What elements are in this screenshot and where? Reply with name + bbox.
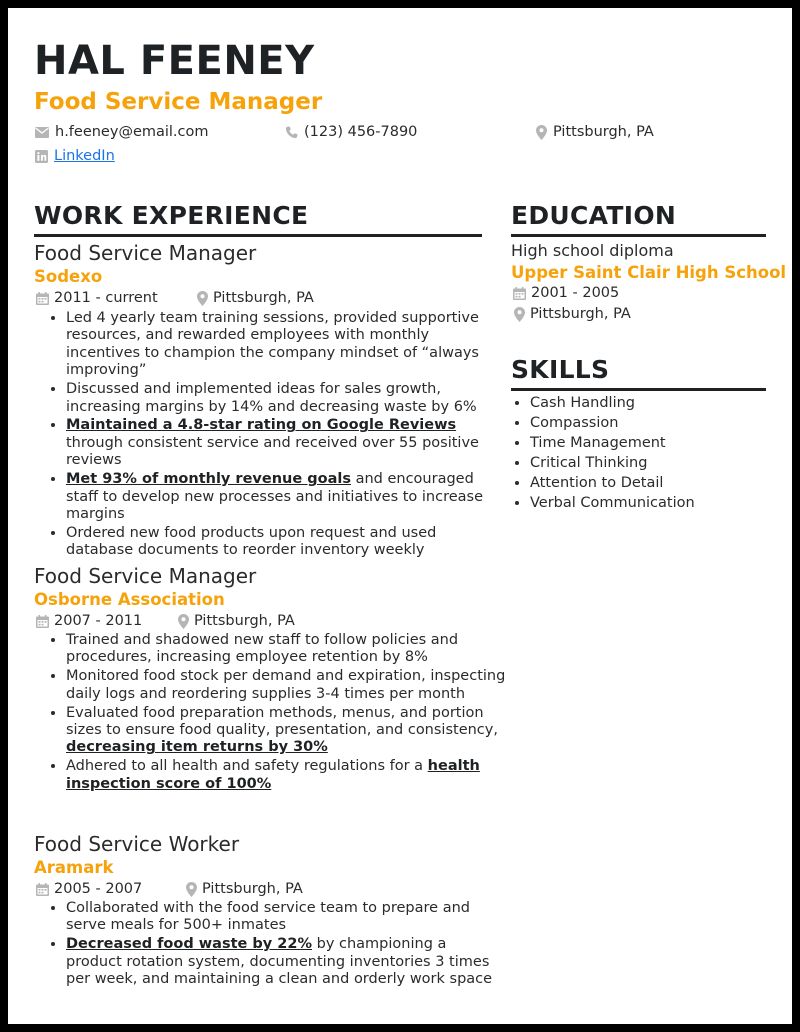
job-title: Food Service Manager <box>34 564 257 588</box>
job-location <box>186 881 303 897</box>
phone-icon <box>285 126 298 139</box>
education-heading-rule <box>511 234 766 237</box>
skill-item: • Critical Thinking <box>530 453 695 473</box>
contact-phone <box>285 124 417 140</box>
company-name: Osborne Association <box>34 590 225 609</box>
contact-linkedin <box>35 148 115 164</box>
dates-text: 2007 - 2011 <box>54 613 143 629</box>
job-bullets <box>48 900 506 990</box>
location-text: Pittsburgh, PA <box>530 306 631 322</box>
linkedin-icon <box>35 150 48 163</box>
bullet-item: • Discussed and implemented ideas for sales growth, increasing margins by 14% and decreasing waste by 6% <box>66 381 506 416</box>
bullet-item: • Ordered new food products upon request and used database documents to reorder inventory weekly <box>66 525 506 560</box>
job-title: Food Service Manager <box>34 241 257 265</box>
location-text: Pittsburgh, PA <box>213 290 314 306</box>
envelope-icon <box>35 127 49 138</box>
job-dates <box>36 290 158 306</box>
bullet-item: • Decreased food waste by 22% by championing a product rotation system, documenting inventories 3 times per week, and maintaining a clean and orderly work space <box>66 936 506 988</box>
candidate-name: HAL FEENEY <box>34 38 315 84</box>
work-experience-heading: WORK EXPERIENCE <box>34 201 309 230</box>
company-name: Aramark <box>34 858 114 877</box>
job-location <box>178 613 295 629</box>
skill-item: • Verbal Communication <box>530 493 695 513</box>
job-location <box>197 290 314 306</box>
map-pin-icon <box>197 291 208 306</box>
work-heading-rule <box>34 234 482 237</box>
email-text: h.feeney@email.com <box>55 124 209 140</box>
education-heading: EDUCATION <box>511 201 677 230</box>
calendar-icon <box>513 287 526 300</box>
school-name: Upper Saint Clair High School <box>511 263 787 282</box>
job-dates <box>36 881 142 897</box>
location-text: Pittsburgh, PA <box>553 124 654 140</box>
calendar-icon <box>36 883 49 896</box>
company-name: Sodexo <box>34 267 103 286</box>
location-text: Pittsburgh, PA <box>194 613 295 629</box>
contact-email <box>35 124 209 140</box>
linkedin-link[interactable]: LinkedIn <box>54 148 115 164</box>
phone-text: (123) 456-7890 <box>304 124 418 140</box>
map-pin-icon <box>536 125 547 140</box>
job-dates <box>36 613 142 629</box>
skill-item: • Attention to Detail <box>530 473 695 493</box>
map-pin-icon <box>514 307 525 322</box>
dates-text: 2005 - 2007 <box>54 881 143 897</box>
calendar-icon <box>36 292 49 305</box>
bullet-item: • Led 4 yearly team training sessions, provided supportive resources, and rewarded employees with monthly incentives to champion the company mindset of “always improving” <box>66 310 506 380</box>
skills-list <box>512 393 695 513</box>
degree: High school diploma <box>511 241 674 260</box>
education-dates <box>513 285 619 301</box>
skill-item: • Cash Handling <box>530 393 695 413</box>
calendar-icon <box>36 615 49 628</box>
bullet-item: • Evaluated food preparation methods, menus, and portion sizes to ensure food quality, presentation, and consistency, decreasing item returns by 30% <box>66 705 506 757</box>
dates-text: 2001 - 2005 <box>531 285 620 301</box>
bullet-item: • Monitored food stock per demand and expiration, inspecting daily logs and reordering supplies 3-4 times per month <box>66 668 506 703</box>
skill-item: • Compassion <box>530 413 695 433</box>
map-pin-icon <box>186 882 197 897</box>
skill-item: • Time Management <box>530 433 695 453</box>
location-text: Pittsburgh, PA <box>202 881 303 897</box>
contact-location <box>536 124 654 140</box>
bullet-item: • Adhered to all health and safety regulations for a health inspection score of 100% <box>66 758 506 793</box>
job-bullets <box>48 310 506 561</box>
skills-heading: SKILLS <box>511 355 610 384</box>
candidate-title: Food Service Manager <box>34 89 323 115</box>
bullet-item: • Maintained a 4.8-star rating on Google Reviews through consistent service and received over 55 positive reviews <box>66 417 506 469</box>
skills-heading-rule <box>511 388 766 391</box>
job-bullets <box>48 632 506 795</box>
job-title: Food Service Worker <box>34 832 240 856</box>
bullet-item: • Collaborated with the food service team to prepare and serve meals for 500+ inmates <box>66 900 506 935</box>
bullet-item: • Met 93% of monthly revenue goals and encouraged staff to develop new processes and initiatives to increase margins <box>66 471 506 523</box>
resume-page <box>8 8 792 1024</box>
education-location <box>514 306 631 322</box>
dates-text: 2011 - current <box>54 290 158 306</box>
bullet-item: • Trained and shadowed new staff to follow policies and procedures, increasing employee retention by 8% <box>66 632 506 667</box>
map-pin-icon <box>178 614 189 629</box>
